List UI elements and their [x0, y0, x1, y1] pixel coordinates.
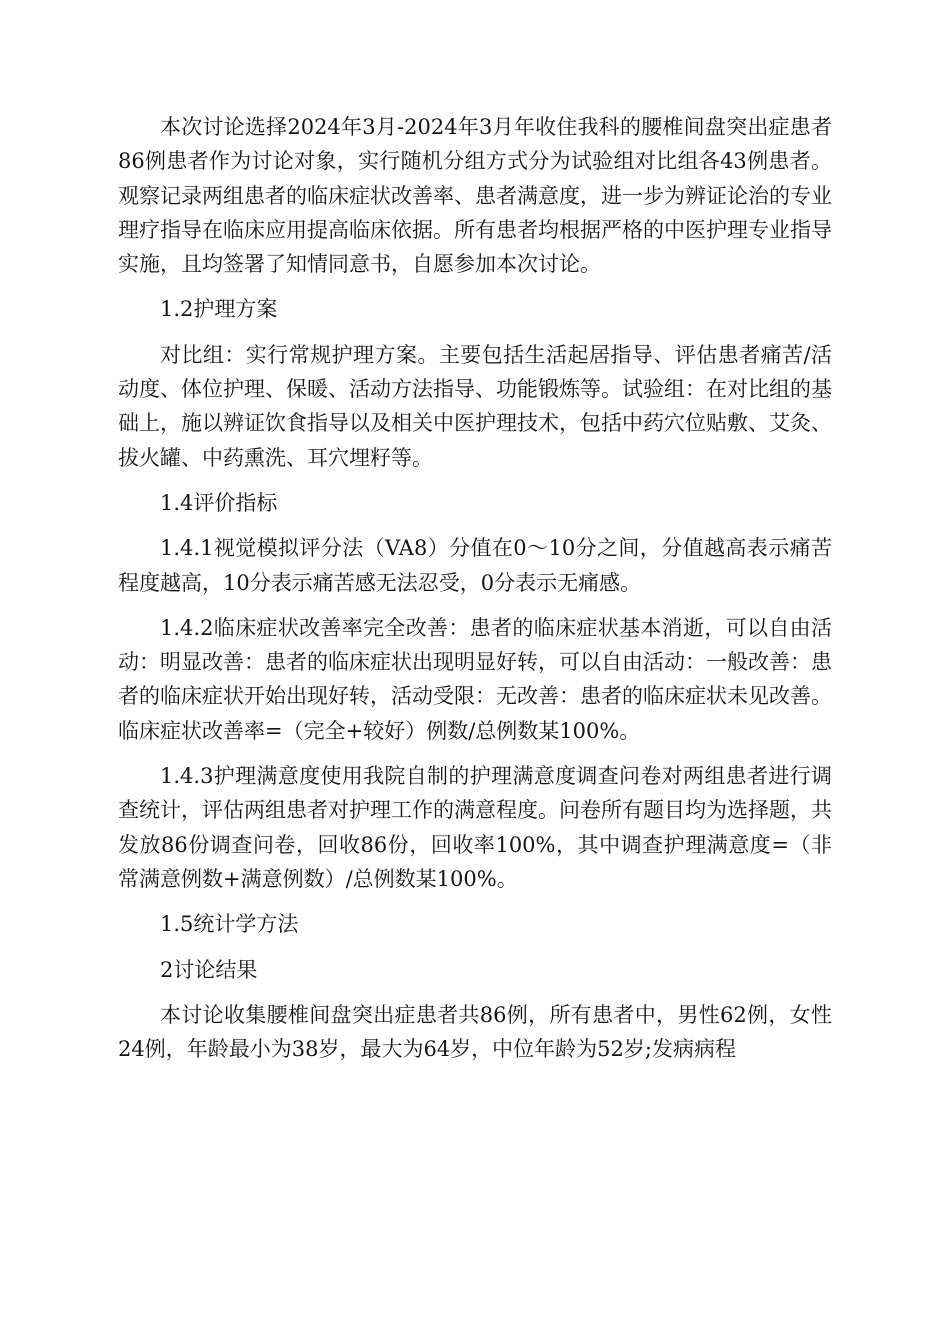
paragraph-satisfaction: 1.4.3护理满意度使用我院自制的护理满意度调查问卷对两组患者进行调查统计，评估两组患者对护理工作的满意程度。问卷所有题目均为选择题，共发放86份调查问卷，回收86份，回收率100%，其中调查护理满意度=（非常满意例数+满意例数）/总例数某100%。 — [118, 764, 832, 891]
paragraph-study-subjects: 本次讨论选择2024年3月-2024年3月年收住我科的腰椎间盘突出症患者86例患者作为讨论对象，实行随机分组方式分为试验组对比组各43例患者。观察记录两组患者的临床症状改善率、患者满意度，进一步为辨证论治的专业理疗指导在临床应用提高临床依据。所有患者均根据严格的中医护理专业指导实施，且均签署了知情同意书，自愿参加本次讨论。 — [118, 115, 832, 277]
paragraph-results: 本讨论收集腰椎间盘突出症患者共86例，所有患者中，男性62例，女性24例，年龄最小为38岁，最大为64岁，中位年龄为52岁;发病病程 — [118, 1002, 832, 1062]
document-page — [118, 110, 832, 1077]
heading-nursing-plan: 1.2护理方案 — [160, 297, 278, 322]
heading-results: 2讨论结果 — [160, 957, 258, 982]
paragraph-vas-score: 1.4.1视觉模拟评分法（VA8）分值在0～10分之间，分值越高表示痛苦程度越高，10分表示痛苦感无法忍受，0分表示无痛感。 — [118, 536, 832, 595]
paragraph-symptom-improvement: 1.4.2临床症状改善率完全改善：患者的临床症状基本消逝，可以自由活动：明显改善：患者的临床症状出现明显好转，可以自由活动：一般改善：患者的临床症状开始出现好转，活动受限：无改善：患者的临床症状未见改善。临床症状改善率=（完全+较好）例数/总例数某100%。 — [118, 615, 832, 743]
heading-evaluation-indicators: 1.4评价指标 — [160, 490, 278, 515]
heading-statistics: 1.5统计学方法 — [160, 912, 299, 937]
paragraph-nursing-plan: 对比组：实行常规护理方案。主要包括生活起居指导、评估患者痛苦/活动度、体位护理、保暖、活动方法指导、功能锻炼等。试验组：在对比组的基础上，施以辨证饮食指导以及相关中医护理技术，包括中药穴位贴敷、艾灸、拔火罐、中药熏洗、耳穴埋籽等。 — [118, 342, 832, 470]
